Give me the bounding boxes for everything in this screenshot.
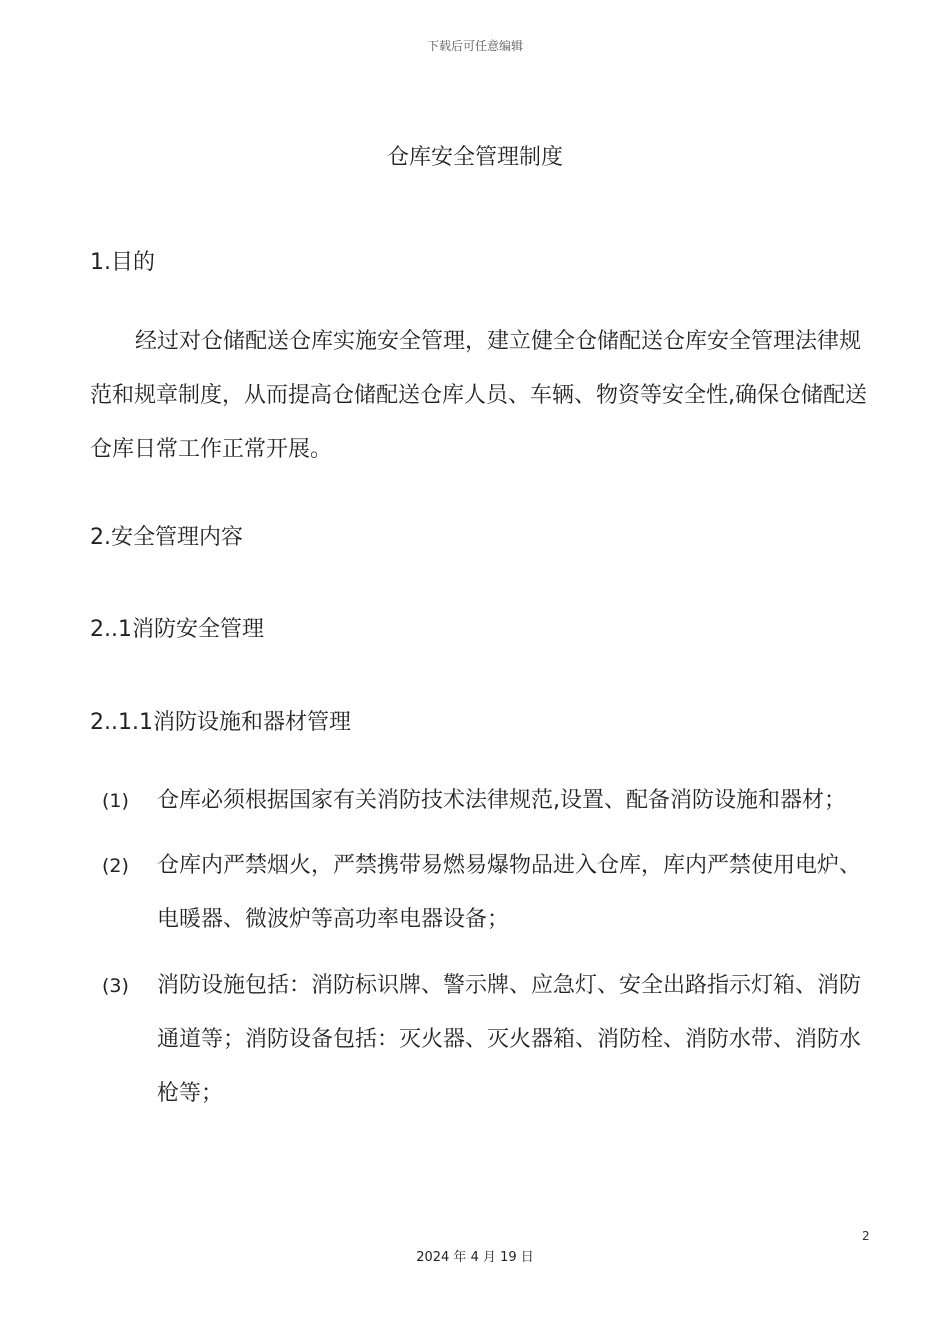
list-item	[90, 839, 880, 947]
list-item-number: (1)	[102, 790, 129, 812]
header-note: 下载后可任意编辑	[426, 39, 523, 53]
section-2-1-1-heading: 2..1.1消防设施和器材管理	[90, 710, 351, 735]
list-item-text: 仓库必须根据国家有关消防技术法律规范,设置、配备消防设施和器材；	[157, 788, 846, 813]
footer-date: 2024 年 4 月 19 日	[416, 1250, 534, 1265]
document-title: 仓库安全管理制度	[386, 145, 563, 170]
list-item-text: 消防设施包括：消防标识牌、警示牌、应急灯、安全出路指示灯箱、消防通道等；消防设备包括：灭火器、灭火器箱、消防栓、消防水带、消防水枪等；	[157, 973, 862, 1106]
list-item	[90, 959, 880, 1121]
section-1-paragraph: 经过对仓储配送仓库实施安全管理，建立健全仓储配送仓库安全管理法律规范和规章制度，从而提高仓储配送仓库人员、车辆、物资等安全性,确保仓储配送仓库日常工作正常开展。	[90, 329, 867, 462]
page-number: 2	[862, 1229, 870, 1243]
list-item-number: (2)	[102, 855, 129, 877]
section-1-heading: 1.目的	[90, 250, 155, 275]
section-2-1-heading: 2..1消防安全管理	[90, 617, 264, 642]
list-item	[90, 774, 880, 828]
list-item-text: 仓库内严禁烟火，严禁携带易燃易爆物品进入仓库，库内严禁使用电炉、电暖器、微波炉等高功率电器设备；	[157, 853, 862, 932]
section-2-heading: 2.安全管理内容	[90, 525, 243, 550]
list-item-number: (3)	[102, 975, 129, 997]
